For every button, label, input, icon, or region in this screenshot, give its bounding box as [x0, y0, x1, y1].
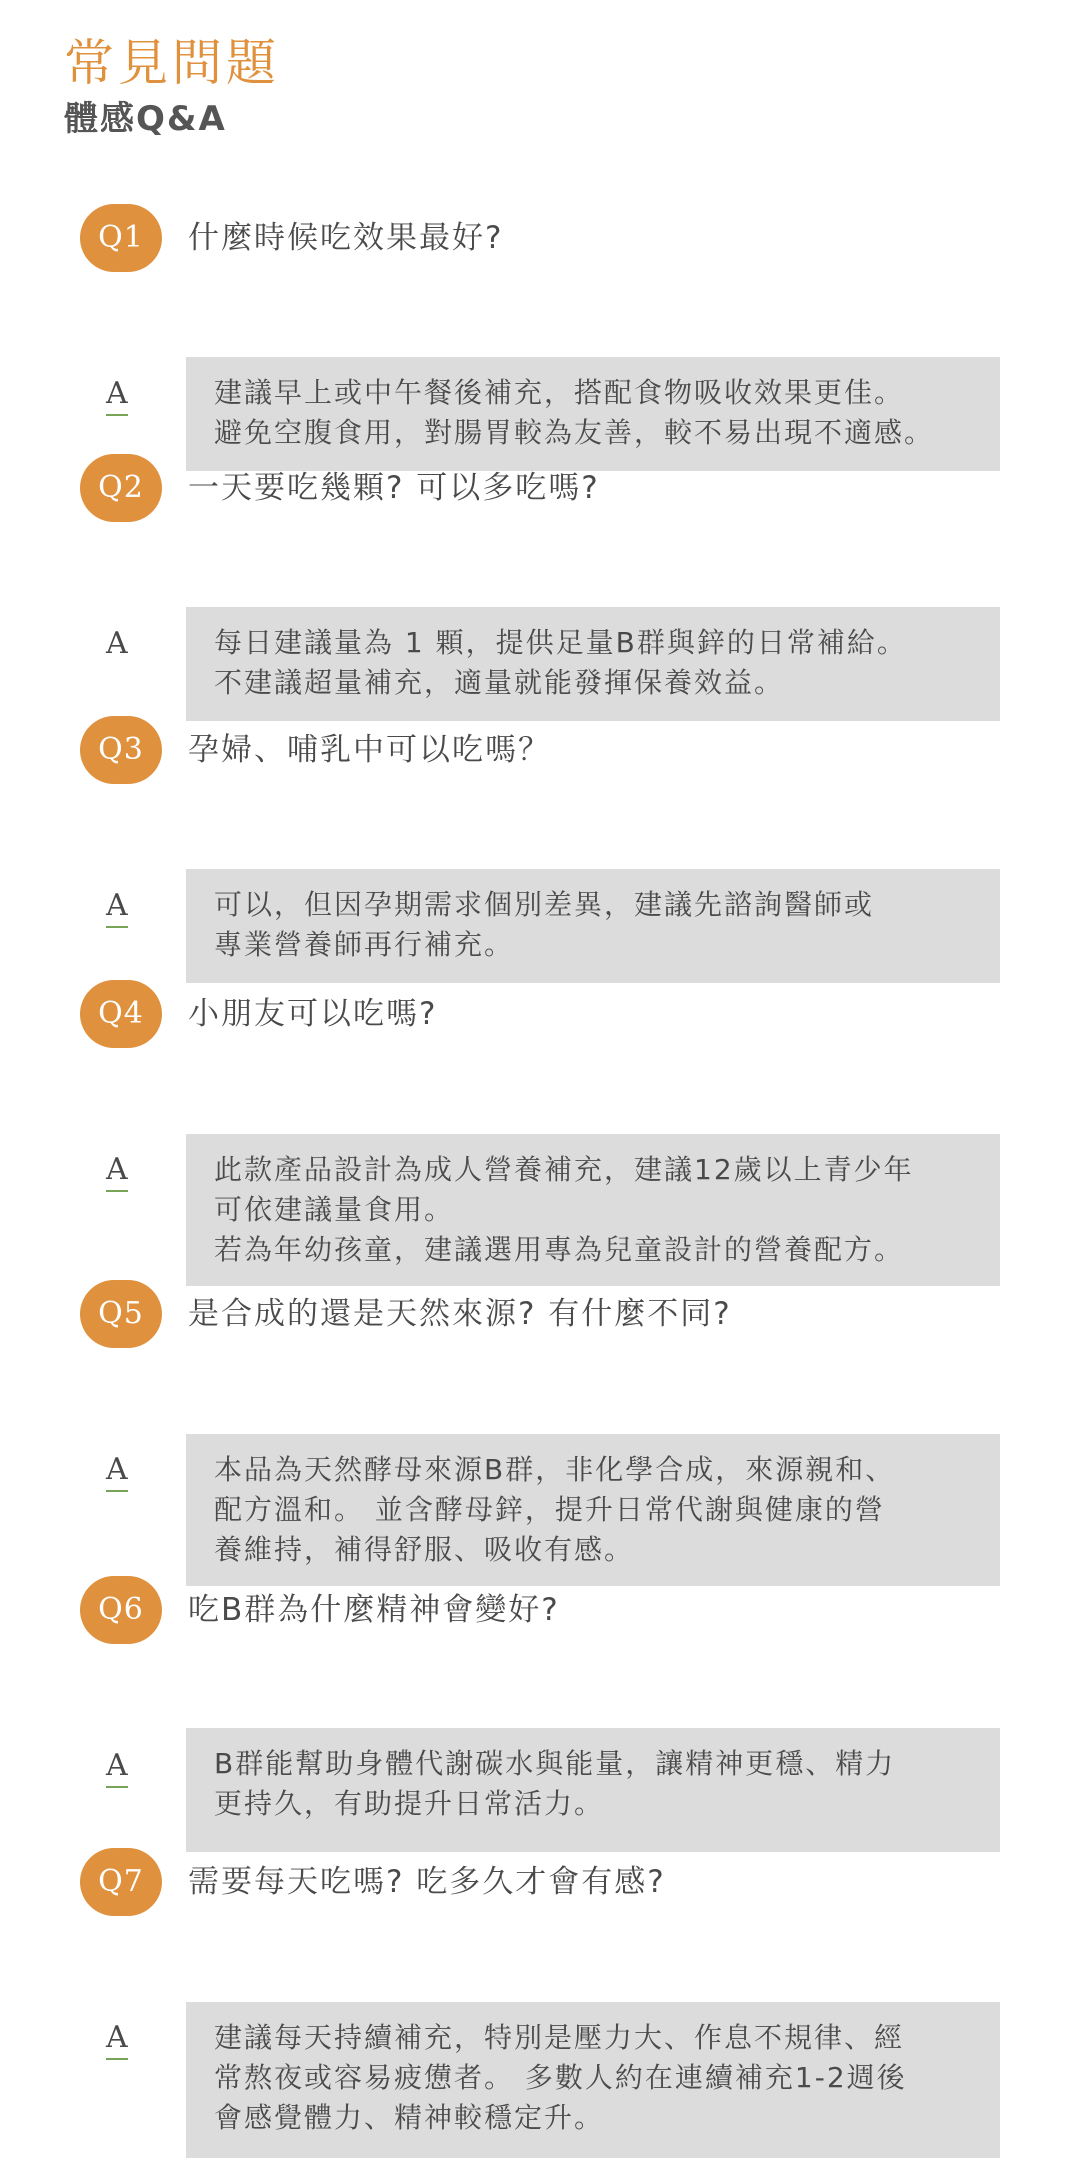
answer-box	[186, 1728, 1000, 1852]
answer-line: 建議早上或中午餐後補充，搭配食物吸收效果更佳。	[214, 376, 905, 409]
question-text: 一天要吃幾顆? 可以多吃嗎?	[188, 470, 600, 506]
answer-mark: A	[106, 888, 128, 928]
page-title: 常見問題	[64, 34, 280, 92]
question-row	[0, 1848, 1080, 1920]
question-row	[0, 1576, 1080, 1648]
faq-item-q1	[0, 204, 1080, 449]
question-badge: Q6	[80, 1576, 162, 1644]
question-row	[0, 980, 1080, 1052]
answer-line: 養維持，補得舒服、吸收有感。	[214, 1533, 635, 1566]
answer-mark: A	[106, 376, 128, 416]
answer-mark: A	[106, 1452, 128, 1492]
question-row	[0, 1280, 1080, 1352]
question-badge: Q5	[80, 1280, 162, 1348]
question-text: 小朋友可以吃嗎?	[188, 996, 438, 1032]
question-text: 是合成的還是天然來源? 有什麼不同?	[188, 1296, 732, 1332]
faq-item-q4	[0, 980, 1080, 1266]
faq-item-q6	[0, 1576, 1080, 1820]
answer-line: 避免空腹食用，對腸胃較為友善，較不易出現不適感。	[214, 416, 935, 449]
faq-item-q5	[0, 1280, 1080, 1566]
answer-box	[186, 2002, 1000, 2158]
question-badge: Q2	[80, 454, 162, 522]
answer-line: 若為年幼孩童，建議選用專為兒童設計的營養配方。	[214, 1233, 905, 1266]
answer-mark: A	[106, 2020, 128, 2060]
answer-mark: A	[106, 1152, 128, 1192]
answer-line: B群能幫助身體代謝碳水與能量，讓精神更穩、精力	[214, 1747, 896, 1780]
answer-line: 不建議超量補充，適量就能發揮保養效益。	[214, 666, 785, 699]
question-text: 什麼時候吃效果最好?	[188, 220, 504, 256]
question-text: 吃B群為什麼精神會變好?	[188, 1592, 560, 1628]
question-badge: Q7	[80, 1848, 162, 1916]
answer-line: 會感覺體力、精神較穩定升。	[214, 2101, 605, 2134]
page-header	[64, 30, 280, 142]
answer-line: 本品為天然酵母來源B群，非化學合成，來源親和、	[214, 1453, 896, 1486]
answer-line: 此款產品設計為成人營養補充，建議12歲以上青少年	[214, 1153, 914, 1186]
answer-line: 配方溫和。 並含酵母鋅，提升日常代謝與健康的營	[214, 1493, 885, 1526]
question-text: 需要每天吃嗎? 吃多久才會有感?	[188, 1864, 666, 1900]
answer-line: 可依建議量食用。	[214, 1193, 455, 1226]
answer-box	[186, 1134, 1000, 1286]
answer-box	[186, 607, 1000, 721]
question-badge: Q4	[80, 980, 162, 1048]
answer-line: 更持久，有助提升日常活力。	[214, 1787, 605, 1820]
faq-item-q2	[0, 454, 1080, 699]
faq-item-q7	[0, 1848, 1080, 2134]
question-row	[0, 204, 1080, 276]
answer-box	[186, 869, 1000, 983]
question-badge: Q1	[80, 204, 162, 272]
answer-line: 建議每天持續補充，特別是壓力大、作息不規律、經	[214, 2021, 905, 2054]
answer-mark: A	[106, 1748, 128, 1788]
answer-box	[186, 1434, 1000, 1586]
answer-line: 可以，但因孕期需求個別差異，建議先諮詢醫師或	[214, 888, 875, 921]
question-row	[0, 716, 1080, 788]
question-text: 孕婦、哺乳中可以吃嗎？	[188, 732, 551, 768]
question-badge: Q3	[80, 716, 162, 784]
page-subtitle: 體感Q&A	[64, 99, 227, 139]
faq-item-q3	[0, 716, 1080, 961]
answer-line: 專業營養師再行補充。	[214, 928, 515, 961]
question-row	[0, 454, 1080, 526]
answer-mark: A	[106, 626, 128, 661]
answer-line: 每日建議量為 1 顆，提供足量B群與鋅的日常補給。	[214, 626, 907, 659]
answer-line: 常熬夜或容易疲憊者。 多數人約在連續補充1-2週後	[214, 2061, 907, 2094]
